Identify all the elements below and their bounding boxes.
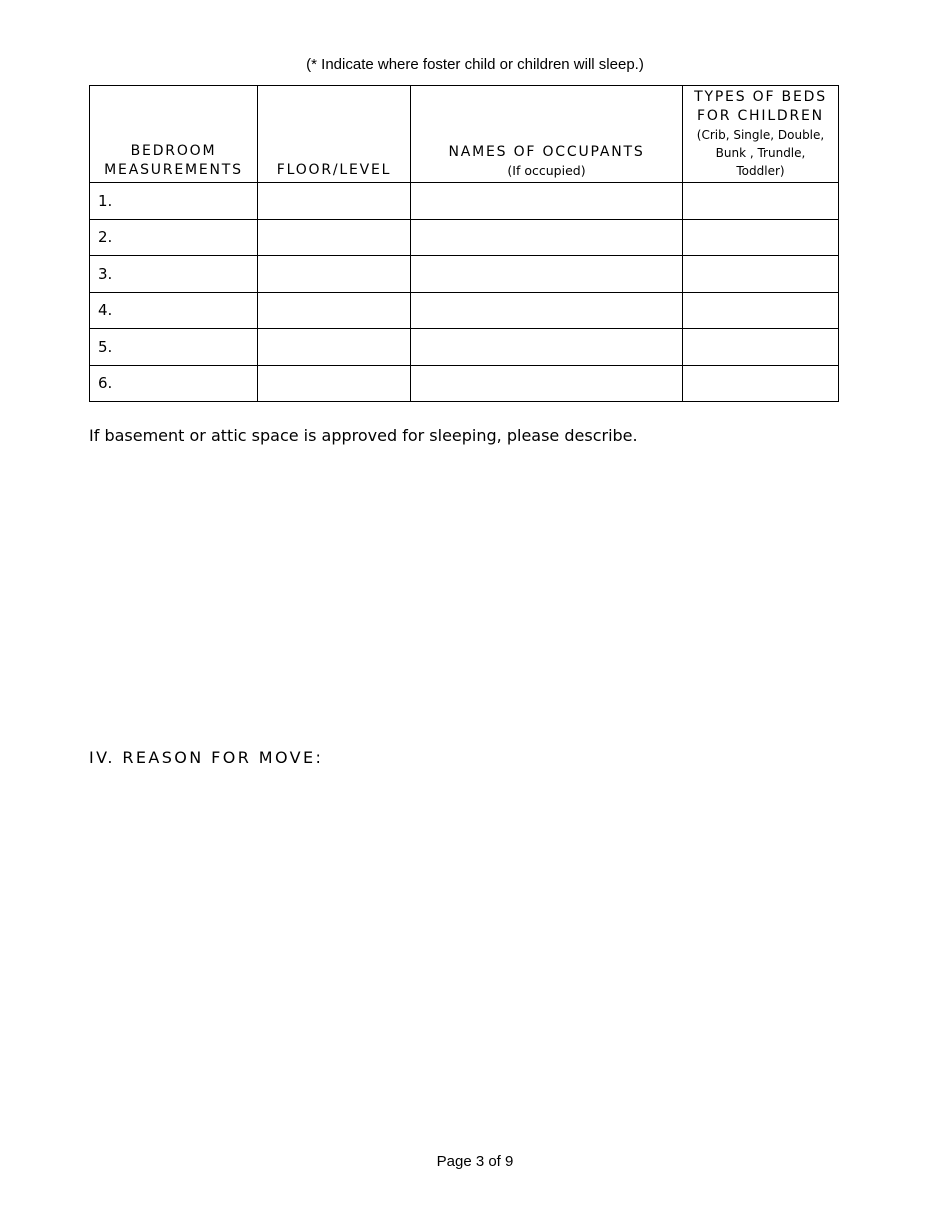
reason-for-move-answer-area[interactable] (89, 776, 838, 1136)
basement-answer-area[interactable] (89, 452, 838, 732)
bed-types-cell[interactable] (683, 329, 839, 366)
header-bedroom-line1: BEDROOM (130, 143, 217, 159)
floor-level-cell[interactable] (258, 292, 411, 329)
floor-level-cell[interactable] (258, 219, 411, 256)
bed-types-cell[interactable] (683, 183, 839, 220)
bedroom-number-cell: 2. (90, 219, 258, 256)
floor-level-cell[interactable] (258, 365, 411, 402)
header-beds-note-line1: (Crib, Single, Double, (696, 128, 825, 142)
bedroom-number-cell: 6. (90, 365, 258, 402)
table-header-row (90, 86, 839, 183)
header-types-of-beds (683, 86, 839, 183)
header-beds-line1: TYPES OF BEDS (694, 89, 827, 105)
header-beds-note-line3: Toddler) (736, 164, 785, 178)
bed-types-cell[interactable] (683, 365, 839, 402)
bed-types-cell[interactable] (683, 256, 839, 293)
table-row (90, 183, 839, 220)
bedroom-number-cell: 1. (90, 183, 258, 220)
bedroom-number-cell: 5. (90, 329, 258, 366)
page-number: Page 3 of 9 (436, 1153, 514, 1170)
table-row (90, 365, 839, 402)
occupants-cell[interactable] (411, 365, 683, 402)
table-row (90, 219, 839, 256)
basement-attic-prompt: If basement or attic space is approved for sleeping, please describe. (89, 426, 638, 445)
floor-level-cell[interactable] (258, 329, 411, 366)
floor-level-cell[interactable] (258, 256, 411, 293)
header-beds-note-line2: Bunk , Trundle, (715, 146, 806, 160)
header-occupants-label: NAMES OF OCCUPANTS (448, 144, 645, 160)
header-names-of-occupants (411, 86, 683, 183)
table-row (90, 292, 839, 329)
section-iv-heading: IV. REASON FOR MOVE: (89, 748, 324, 767)
header-bedroom-measurements (90, 86, 258, 183)
bedroom-table (89, 85, 839, 402)
floor-level-cell[interactable] (258, 183, 411, 220)
table-row (90, 256, 839, 293)
bed-types-cell[interactable] (683, 219, 839, 256)
header-bedroom-line2: MEASUREMENTS (104, 162, 243, 178)
header-floor-label: FLOOR/LEVEL (276, 162, 392, 178)
sleeping-instruction: (* Indicate where foster child or children will sleep.) (306, 56, 644, 73)
occupants-cell[interactable] (411, 329, 683, 366)
bedroom-number-cell: 4. (90, 292, 258, 329)
occupants-cell[interactable] (411, 219, 683, 256)
occupants-cell[interactable] (411, 183, 683, 220)
header-floor-level (258, 86, 411, 183)
header-occupants-note: (If occupied) (507, 163, 586, 178)
table-row (90, 329, 839, 366)
occupants-cell[interactable] (411, 292, 683, 329)
bed-types-cell[interactable] (683, 292, 839, 329)
bedroom-number-cell: 3. (90, 256, 258, 293)
header-beds-line2: FOR CHILDREN (697, 108, 824, 124)
occupants-cell[interactable] (411, 256, 683, 293)
